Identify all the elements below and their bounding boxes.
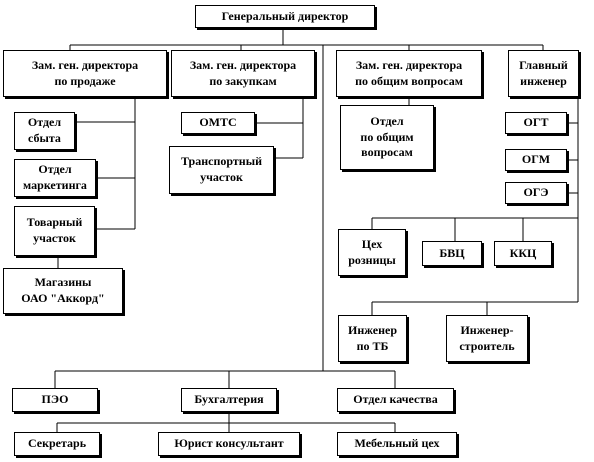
chief-engineer-box: Главный инженер [508,50,579,97]
omts-box: ОМТС [181,112,255,134]
ogm-box: ОГМ [505,149,567,171]
construction-engineer-box: Инженер- строитель [446,315,528,362]
retail-shop-box: Цех розницы [338,229,406,276]
deputy-sales-box: Зам. ген. директора по продаже [3,50,167,97]
accounting-box: Бухгалтерия [181,388,277,412]
secretary-box: Секретарь [14,432,100,456]
transport-section-box: Транспортный участок [169,146,274,194]
general-director-box: Генеральный директор [195,5,375,28]
deputy-general-box: Зам. ген. директора по общим вопросам [336,50,482,97]
goods-section-box: Товарный участок [14,206,95,256]
shops-box: Магазины ОАО "Аккорд" [3,268,123,314]
bvts-box: БВЦ [422,241,482,266]
kkts-box: ККЦ [494,241,552,266]
general-affairs-department-box: Отдел по общим вопросам [340,105,434,170]
marketing-department-box: Отдел маркетинга [14,159,96,197]
legal-consultant-box: Юрист консультант [158,432,300,456]
ogt-box: ОГТ [505,112,567,134]
peo-box: ПЭО [12,388,98,412]
sales-department-box: Отдел сбыта [14,112,75,150]
deputy-purchasing-box: Зам. ген. директора по закупкам [171,50,315,97]
quality-department-box: Отдел качества [337,388,454,412]
furniture-shop-box: Мебельный цех [337,432,457,456]
oge-box: ОГЭ [505,182,567,204]
safety-engineer-box: Инженер по ТБ [338,315,407,362]
